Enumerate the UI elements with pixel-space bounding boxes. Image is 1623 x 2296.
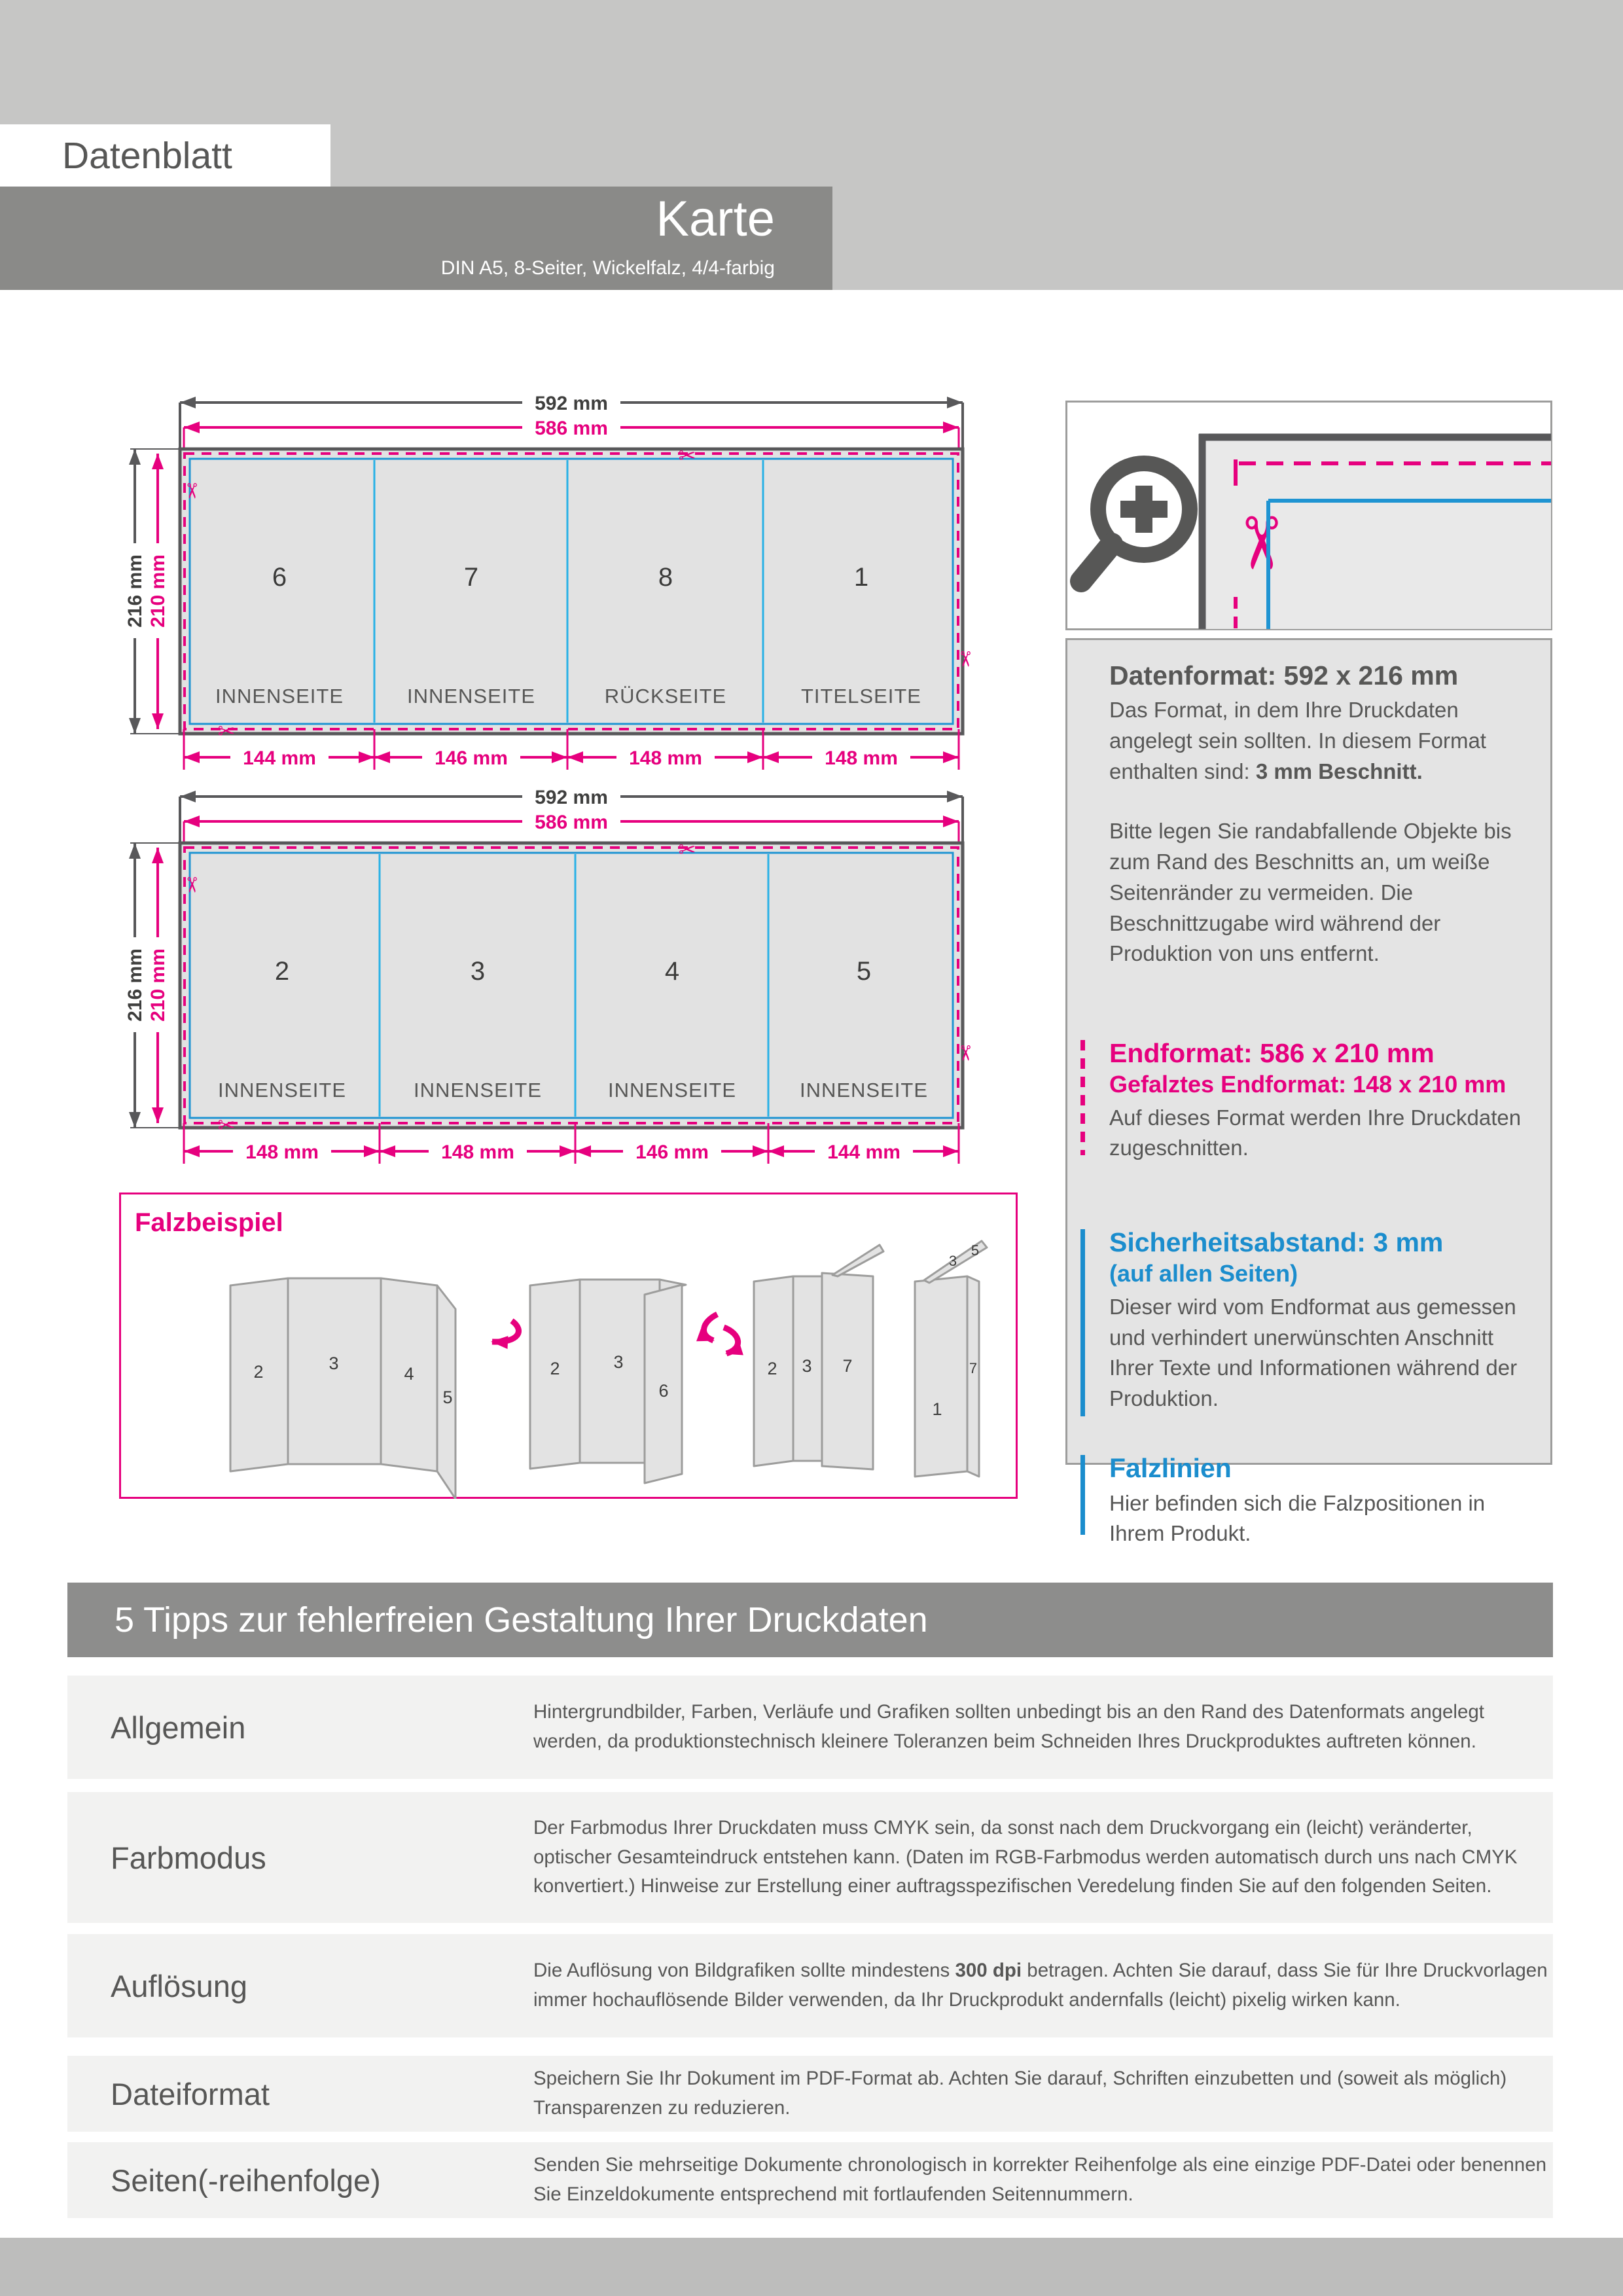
datenformat-diagram-top xyxy=(39,386,1034,792)
datenformat-text-pre: Das Format, in dem Ihre Druckdaten angelegt sein sollten. In diesem Format enthalten sind: xyxy=(1109,698,1486,784)
page-number: 8 xyxy=(658,563,673,592)
fold-page-number: 7 xyxy=(842,1356,853,1376)
scissors-icon: ✂ xyxy=(1220,512,1300,574)
fold-page-number: 2 xyxy=(767,1359,777,1378)
fold-step-3 xyxy=(754,1245,883,1469)
product-title: Karte xyxy=(656,191,775,247)
endformat-text: Auf dieses Format werden Ihre Druckdaten zugeschnitten. xyxy=(1109,1105,1522,1160)
footer-band xyxy=(0,2238,1623,2296)
fold-page-number: 5 xyxy=(971,1242,980,1259)
page-number: 6 xyxy=(272,563,287,592)
datenformat-diagram-bottom xyxy=(39,780,1034,1186)
page-label: INNENSEITE xyxy=(413,1079,543,1102)
corner-zoom-illustration xyxy=(1065,401,1552,630)
page-label: RÜCKSEITE xyxy=(604,685,727,708)
fold-page-number: 3 xyxy=(948,1253,957,1269)
scissors-icon: ✂ xyxy=(954,1044,977,1062)
fold-page-number: 6 xyxy=(658,1381,669,1401)
fold-step-4 xyxy=(915,1241,987,1477)
fold-page-number: 1 xyxy=(932,1399,942,1419)
tip-row-dateiformat xyxy=(67,2056,1553,2132)
page-number: 4 xyxy=(664,957,680,986)
panel-dim-label: 144 mm xyxy=(243,747,316,769)
dim-586-label: 586 mm xyxy=(535,812,608,833)
tip-text-part: Die Auflösung von Bildgrafiken sollte mindestens xyxy=(533,1960,955,1982)
scissors-icon: ✂ xyxy=(678,444,696,467)
fold-page-number: 4 xyxy=(404,1364,414,1384)
section-falzlinien xyxy=(1109,1452,1536,1549)
safety-text: Dieser wird vom Endformat aus gemessen und verhindert unerwünschten Anschnitt Ihrer Texte und Informationen während der Produktion. xyxy=(1109,1294,1518,1411)
fold-example-illustration xyxy=(119,1193,1018,1499)
dim-216-label: 216 mm xyxy=(124,554,146,628)
tip-row-aufloesung xyxy=(67,1934,1553,2037)
page-number: 5 xyxy=(856,957,872,986)
datenformat-heading: Datenformat: 592 x 216 mm xyxy=(1109,660,1459,691)
fold-arrow-icon xyxy=(704,1314,717,1340)
fold-example-title: Falzbeispiel xyxy=(135,1208,283,1237)
tip-label: Farbmodus xyxy=(111,1840,266,1875)
dim-586-label: 586 mm xyxy=(535,418,608,439)
tip-row-allgemein xyxy=(67,1676,1553,1779)
panel-dim-label: 146 mm xyxy=(635,1141,709,1163)
page-number: 3 xyxy=(470,957,486,986)
tips-banner-title: 5 Tipps zur fehlerfreien Gestaltung Ihrer Druckdaten xyxy=(115,1600,928,1640)
datenformat-text-bold: 3 mm Beschnitt. xyxy=(1255,759,1423,784)
panel-dim-label: 144 mm xyxy=(827,1141,901,1163)
scissors-icon: ✂ xyxy=(678,838,696,861)
endformat-heading: Endformat: 586 x 210 mm xyxy=(1109,1038,1435,1069)
tip-text xyxy=(533,1792,1556,1923)
product-subtitle: DIN A5, 8-Seiter, Wickelfalz, 4/4-farbig xyxy=(440,257,775,279)
page-label: TITELSEITE xyxy=(801,685,921,708)
dim-592-label: 592 mm xyxy=(535,393,608,414)
page-label: INNENSEITE xyxy=(799,1079,929,1102)
page-label: INNENSEITE xyxy=(406,685,536,708)
fold-page-number: 3 xyxy=(329,1354,339,1373)
bleed-note-text: Bitte legen Sie randabfallende Objekte bis zum Rand des Beschnitts an, um weiße Seitenränder zu vermeiden. Die Beschnittzugabe wird während der Produktion von uns entfernt. xyxy=(1109,818,1512,966)
tip-label: Dateiformat xyxy=(111,2076,270,2111)
tip-label: Seiten(-reihenfolge) xyxy=(111,2162,381,2198)
page-number: 7 xyxy=(463,563,479,592)
safety-subheading: (auf allen Seiten) xyxy=(1109,1259,1298,1287)
tip-text xyxy=(533,1934,1556,2037)
page-label: INNENSEITE xyxy=(217,1079,347,1102)
fold-arrow-icon xyxy=(492,1321,518,1342)
magnifier-plus-icon xyxy=(1081,463,1190,581)
safety-bar xyxy=(1080,1229,1085,1416)
dim-216-label: 216 mm xyxy=(124,948,146,1022)
foldlines-bar xyxy=(1080,1455,1085,1535)
tip-label: Auflösung xyxy=(111,1968,248,2003)
page-label: INNENSEITE xyxy=(607,1079,737,1102)
scissors-icon: ✂ xyxy=(954,650,977,668)
endformat-dashed-bar xyxy=(1080,1040,1085,1155)
safety-heading: Sicherheitsabstand: 3 mm xyxy=(1109,1227,1444,1258)
tip-text-part: Der Farbmodus Ihrer Druckdaten muss CMYK sein, da sonst nach dem Druckvorgang ein (leicht) veränderter, optischer Gesamteindruck entstehen kann. (Daten im RGB-Farbmodus werden automatisch durch uns nach CMYK konvertiert.) Hinweise zur Erstellung einer auftragsspezifischen Veredelung finden Sie auf den folgenden Seiten. xyxy=(533,1816,1518,1897)
tip-text-part: Hintergrundbilder, Farben, Verläufe und Grafiken sollten unbedingt bis an den Rand des Datenformats angelegt werden, da produktionstechnisch kleinere Toleranzen beim Schneiden Ihres Druckproduktes auftreten können. xyxy=(533,1701,1484,1752)
dim-210-label: 210 mm xyxy=(147,554,169,628)
product-title-band xyxy=(0,187,832,290)
section-datenformat xyxy=(1109,660,1536,969)
fold-page-number: 3 xyxy=(802,1356,812,1376)
fold-arrow-icon xyxy=(724,1327,738,1354)
scissors-icon: ✂ xyxy=(180,482,204,500)
fold-page-number: 2 xyxy=(253,1362,264,1382)
tip-row-seitenreihenfolge xyxy=(67,2142,1553,2218)
format-info-panel xyxy=(1065,638,1552,1546)
page-number: 1 xyxy=(853,563,869,592)
tip-text-part: Senden Sie mehrseitige Dokumente chronologisch in korrekter Reihenfolge als eine einzige PDF-Datei oder benennen Sie Einzeldokumente entsprechend mit fortlaufenden Seitennummern. xyxy=(533,2154,1547,2205)
tip-text-part: betragen. Achten Sie darauf, dass Sie für Ihre Druckvorlagen immer hochauflösende Bilder verwenden, da Ihr Druckprodukt andernfalls (leicht) pixelig wirken kann. xyxy=(533,1960,1548,2011)
fold-page-number: 3 xyxy=(613,1352,624,1372)
scissors-icon: ✂ xyxy=(180,876,204,894)
section-endformat xyxy=(1109,1037,1536,1164)
page-number: 2 xyxy=(274,957,290,986)
tip-text xyxy=(533,1676,1556,1779)
page-label: INNENSEITE xyxy=(215,685,344,708)
scissors-icon: ✂ xyxy=(217,719,236,743)
tips-banner xyxy=(67,1583,1553,1657)
tip-row-farbmodus xyxy=(67,1792,1553,1923)
fold-page-number: 2 xyxy=(550,1359,560,1378)
scissors-icon: ✂ xyxy=(217,1113,236,1137)
panel-dim-label: 146 mm xyxy=(435,747,508,769)
fold-step-1 xyxy=(230,1278,455,1499)
foldlines-heading: Falzlinien xyxy=(1109,1453,1232,1484)
panel-dim-label: 148 mm xyxy=(825,747,898,769)
section-sicherheitsabstand xyxy=(1109,1227,1536,1414)
doc-label-box xyxy=(0,124,330,187)
tip-text xyxy=(533,2056,1556,2132)
foldlines-text: Hier befinden sich die Falzpositionen in Ihrem Produkt. xyxy=(1109,1490,1486,1546)
panel-dim-label: 148 mm xyxy=(441,1141,514,1163)
tip-text xyxy=(533,2142,1556,2218)
datenformat-text xyxy=(1109,695,1536,787)
tip-text-bold: 300 dpi xyxy=(955,1960,1022,1982)
dim-592-label: 592 mm xyxy=(535,787,608,808)
tip-label: Allgemein xyxy=(111,1710,246,1745)
endformat-subheading: Gefalztes Endformat: 148 x 210 mm xyxy=(1109,1070,1507,1098)
fold-page-number: 7 xyxy=(969,1360,978,1376)
panel-dim-label: 148 mm xyxy=(629,747,702,769)
tip-text-part: Speichern Sie Ihr Dokument im PDF-Format ab. Achten Sie darauf, Schriften einzubetten und (soweit als möglich) Transparenzen zu reduzieren. xyxy=(533,2068,1507,2119)
dim-210-label: 210 mm xyxy=(147,948,169,1022)
doc-label: Datenblatt xyxy=(62,134,232,177)
panel-dim-label: 148 mm xyxy=(245,1141,319,1163)
fold-page-number: 5 xyxy=(442,1388,453,1407)
